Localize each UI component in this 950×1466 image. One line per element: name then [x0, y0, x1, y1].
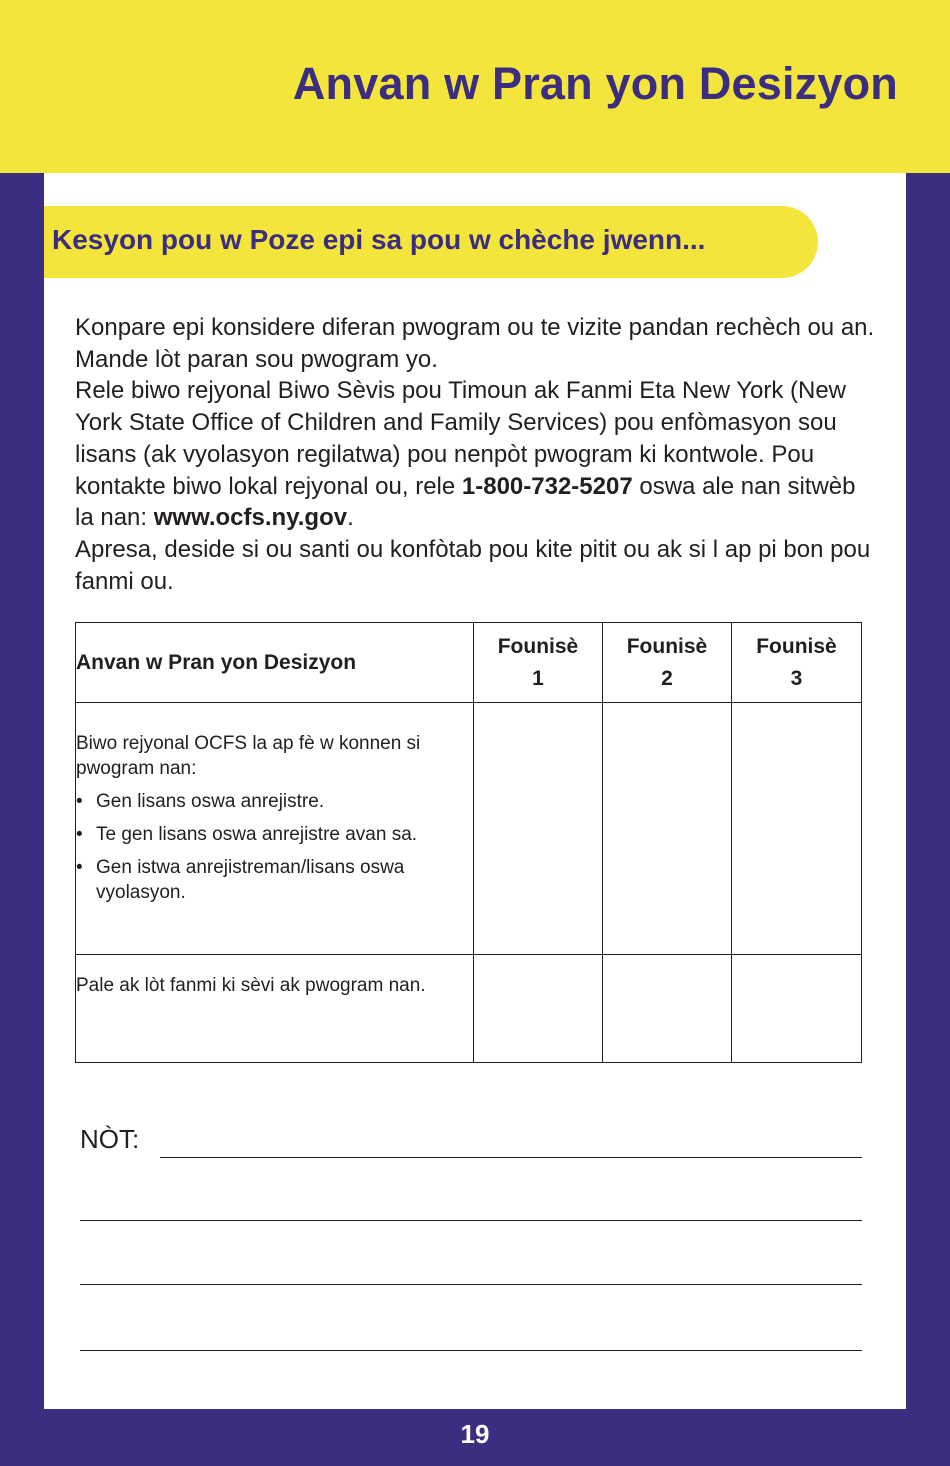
list-item: • Gen istwa anrejistreman/lisans oswa vyolasyon. [76, 857, 405, 903]
page-title: Anvan w Pran yon Desizyon [292, 58, 898, 109]
row-text: Pale ak lòt fanmi ki sèvi ak pwogram nan. [76, 975, 426, 996]
intro-text-contact: Rele biwo rejyonal Biwo Sèvis pou Timoun ak Fanmi Eta New York (New York State Office of Children and Family Services) pou enfòmasyon sou lisans (ak vyolasyon regilatwa) pou nenpòt pwogram ki kontwole. Pou kontakte biwo lokal rejyonal ou, rele [75, 377, 847, 500]
bullet-icon: • [76, 791, 83, 812]
provider-1-header [474, 623, 603, 703]
section-heading: Kesyon pou w Poze epi sa pou w chèche jwenn... [52, 224, 706, 255]
intro-text-website-lead: oswa ale nan sitwèb la nan: [75, 472, 856, 532]
table-row [76, 955, 862, 1063]
note-line[interactable] [160, 1157, 862, 1158]
provider-3-answer-cell[interactable] [732, 703, 862, 955]
provider-1-answer-cell[interactable] [474, 703, 603, 955]
note-line[interactable] [80, 1220, 862, 1221]
table-header-label: Anvan w Pran yon Desizyon [76, 623, 474, 703]
provider-1-answer-cell[interactable] [474, 955, 603, 1063]
provider-number: 3 [790, 666, 803, 690]
criteria-intro: Biwo rejyonal OCFS la ap fè w konnen si pwogram nan: [76, 733, 421, 779]
provider-number: 2 [661, 666, 673, 690]
note-line[interactable] [80, 1284, 862, 1285]
intro-paragraph [75, 312, 875, 597]
licensing-criteria-cell [76, 703, 474, 955]
provider-label: Founisè [756, 634, 837, 658]
provider-comparison-table [75, 622, 862, 1063]
table-header-row [76, 623, 862, 703]
intro-period: . [347, 504, 354, 532]
provider-number: 1 [532, 666, 544, 690]
list-item: • Gen lisans oswa anrejistre. [76, 791, 325, 812]
website-link[interactable]: www.ocfs.ny.gov [153, 504, 348, 532]
phone-number: 1-800-732-5207 [461, 472, 633, 500]
talk-to-families-cell [76, 955, 474, 1063]
note-line[interactable] [80, 1350, 862, 1351]
list-item: • Te gen lisans oswa anrejistre avan sa. [76, 824, 418, 845]
intro-text-decide: Apresa, deside si ou santi ou konfòtab pou kite pitit ou ak si l ap pi bon pou fanmi ou. [75, 535, 871, 595]
provider-2-header [603, 623, 732, 703]
criteria-list [76, 789, 473, 905]
bullet-icon: • [76, 857, 83, 878]
provider-3-header [732, 623, 862, 703]
intro-text-compare: Konpare epi konsidere diferan pwogram ou te vizite pandan rechèch ou an. Mande lòt paran sou pwogram yo. [75, 314, 875, 373]
notes-label: NÒT: [80, 1124, 140, 1154]
provider-2-answer-cell[interactable] [603, 955, 732, 1063]
bullet-icon: • [76, 824, 83, 845]
section-heading-banner [44, 206, 818, 278]
provider-2-answer-cell[interactable] [603, 703, 732, 955]
table-row [76, 703, 862, 955]
provider-label: Founisè [497, 634, 579, 658]
provider-3-answer-cell[interactable] [732, 955, 862, 1063]
provider-label: Founisè [626, 634, 708, 658]
page-number: 19 [460, 1419, 490, 1449]
